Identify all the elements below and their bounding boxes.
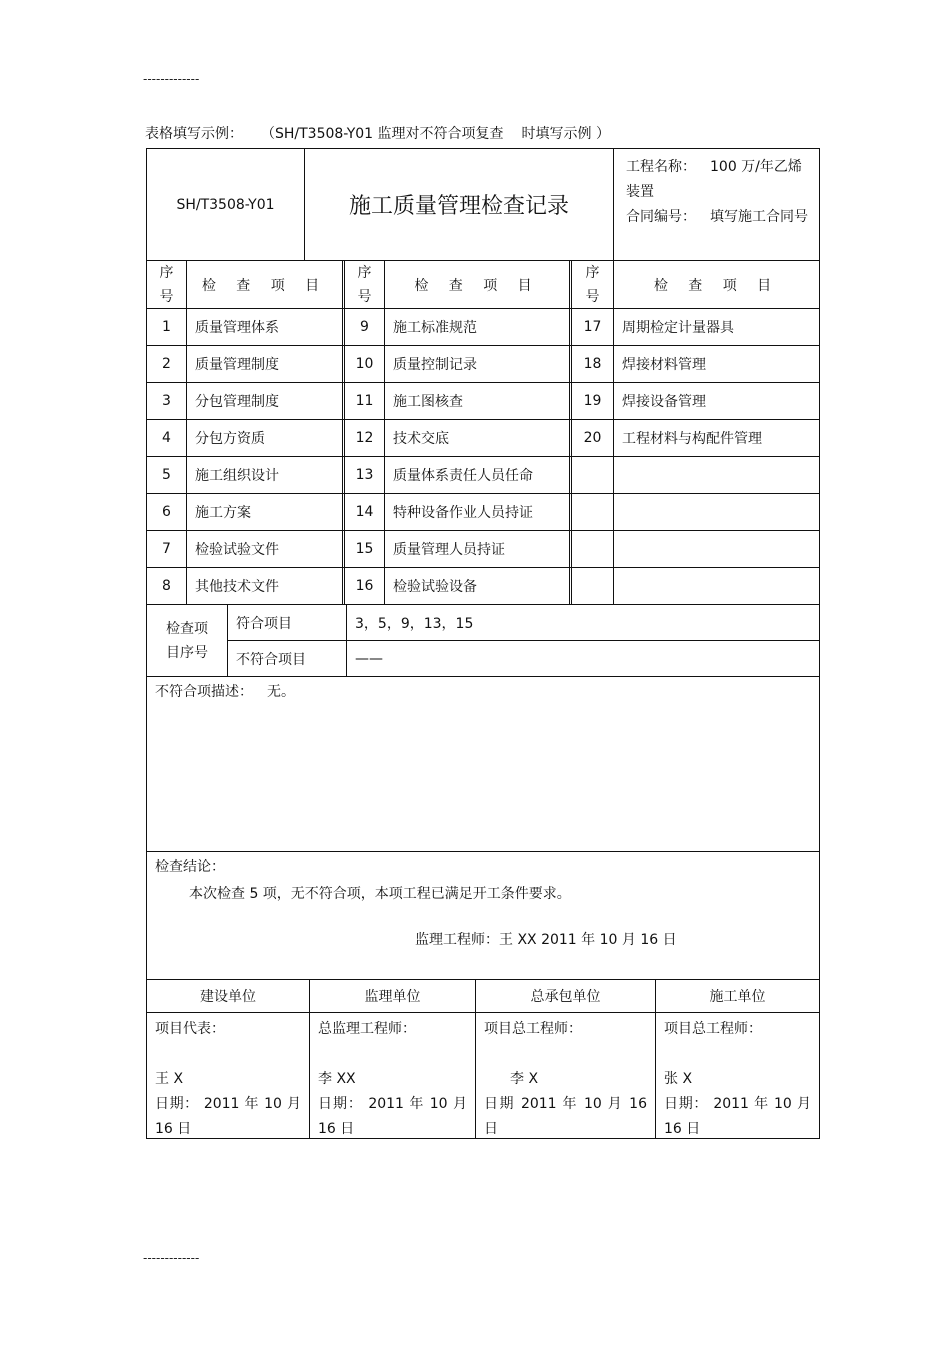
item-name: 质量控制记录 xyxy=(385,346,572,382)
project-info xyxy=(613,149,819,260)
signer-name: 李 X xyxy=(510,1071,539,1087)
general-contractor-header: 总承包单位 xyxy=(476,980,656,1012)
project-name-label: 工程名称： xyxy=(626,159,696,175)
table-row xyxy=(147,568,819,605)
table-row xyxy=(147,309,819,346)
item-number: 18 xyxy=(572,346,614,382)
signer-name: 王 X xyxy=(155,1071,184,1087)
item-number: 1 xyxy=(147,309,187,345)
page-separator-bottom: ------------- xyxy=(143,1251,200,1265)
item-name: 施工方案 xyxy=(187,494,345,530)
inspection-conclusion xyxy=(147,852,819,980)
description-label: 不符合项描述： xyxy=(155,684,253,700)
item-name: 工程材料与构配件管理 xyxy=(622,431,762,447)
form-code: SH/T3508-Y01 xyxy=(147,149,305,260)
form-header xyxy=(147,149,819,261)
nonconform-row xyxy=(227,641,819,677)
signer-role: 总监理工程师： xyxy=(318,1021,416,1037)
item-name: 分包管理制度 xyxy=(187,383,345,419)
construction-signature-block xyxy=(656,1013,819,1138)
item-name: 施工组织设计 xyxy=(187,457,345,493)
item-header: 检 查 项 目 xyxy=(385,261,572,308)
conform-label: 符合项目 xyxy=(227,605,347,640)
item-number: 3 xyxy=(147,383,187,419)
items-header-row xyxy=(147,261,819,309)
contract-no-label: 合同编号： xyxy=(626,209,696,225)
item-number: 19 xyxy=(572,383,614,419)
item-name: 周期检定计量器具 xyxy=(622,320,734,336)
item-name: 焊接材料管理 xyxy=(622,357,706,373)
contract-no-value: 填写施工合同号 xyxy=(710,209,808,225)
item-number: 2 xyxy=(147,346,187,382)
contractor-signature-block xyxy=(476,1013,656,1138)
table-row xyxy=(147,531,819,568)
table-row xyxy=(147,346,819,383)
signer-name: 李 XX xyxy=(318,1071,356,1087)
item-name xyxy=(614,494,819,530)
item-header: 检 查 项 目 xyxy=(187,261,345,308)
item-number xyxy=(572,457,614,493)
check-number-label: 检查项 目序号 xyxy=(166,620,208,661)
item-name: 检验试验设备 xyxy=(385,568,572,604)
item-number: 6 xyxy=(147,494,187,530)
item-number: 17 xyxy=(572,309,614,345)
item-name xyxy=(614,531,819,567)
seq-header: 序 号 xyxy=(572,261,614,308)
item-name: 质量管理体系 xyxy=(187,309,345,345)
item-number: 10 xyxy=(345,346,385,382)
item-number: 5 xyxy=(147,457,187,493)
sign-date: 日期： 2011 年 10 月 16 日 xyxy=(318,1096,467,1137)
item-number: 14 xyxy=(345,494,385,530)
form-caption xyxy=(145,123,610,143)
item-name: 检验试验文件 xyxy=(187,531,345,567)
item-number: 11 xyxy=(345,383,385,419)
item-name: 焊接设备管理 xyxy=(622,394,706,410)
item-name: 分包方资质 xyxy=(187,420,345,456)
table-row xyxy=(147,383,819,420)
form-title: 施工质量管理检查记录 xyxy=(348,194,569,219)
signer-role: 项目总工程师： xyxy=(484,1021,582,1037)
item-number: 4 xyxy=(147,420,187,456)
signer-role: 项目总工程师： xyxy=(664,1021,762,1037)
project-name-value: 100 万/年乙烯装置 xyxy=(626,159,802,200)
conform-row xyxy=(227,605,819,641)
caption-prefix: 表格填写示例： xyxy=(145,126,243,142)
item-name: 施工标准规范 xyxy=(385,309,572,345)
seq-header: 序 号 xyxy=(345,261,385,308)
table-row xyxy=(147,494,819,531)
check-number-section xyxy=(147,605,819,677)
item-name xyxy=(614,457,819,493)
description-value: 无。 xyxy=(267,684,295,700)
item-number xyxy=(572,531,614,567)
signature-body-row xyxy=(147,1013,819,1138)
item-name: 质量体系责任人员任命 xyxy=(385,457,572,493)
nonconform-value: —— xyxy=(355,651,383,667)
item-name: 质量管理制度 xyxy=(187,346,345,382)
item-number: 9 xyxy=(345,309,385,345)
page-separator-top: ------------- xyxy=(143,72,200,86)
item-number: 7 xyxy=(147,531,187,567)
nonconform-label: 不符合项目 xyxy=(227,641,347,677)
item-number xyxy=(572,568,614,604)
signer-role: 项目代表： xyxy=(155,1021,225,1037)
supervisor-signature: 监理工程师：王 XX 2011 年 10 月 16 日 xyxy=(415,932,677,948)
item-number: 20 xyxy=(572,420,614,456)
item-number: 13 xyxy=(345,457,385,493)
sign-date: 日期： 2011 年 10 月 16 日 xyxy=(664,1096,811,1137)
conclusion-text: 本次检查 5 项，无不符合项，本项工程已满足开工条件要求。 xyxy=(189,886,571,902)
conclusion-label: 检查结论： xyxy=(155,859,225,875)
item-header: 检 查 项 目 xyxy=(653,277,780,294)
item-name: 施工图核查 xyxy=(385,383,572,419)
item-name xyxy=(614,568,819,604)
item-name: 其他技术文件 xyxy=(187,568,345,604)
owner-unit-header: 建设单位 xyxy=(147,980,310,1012)
seq-header: 序 号 xyxy=(147,261,187,308)
nonconformity-description xyxy=(147,677,819,852)
signer-name: 张 X xyxy=(664,1071,693,1087)
sign-date: 日期 2011 年 10 月 16 日 xyxy=(484,1096,647,1137)
quality-inspection-form xyxy=(146,148,820,1139)
item-name: 技术交底 xyxy=(385,420,572,456)
construction-unit-header: 施工单位 xyxy=(709,989,766,1005)
item-name: 特种设备作业人员持证 xyxy=(385,494,572,530)
table-row xyxy=(147,457,819,494)
signature-header-row xyxy=(147,980,819,1013)
sign-date: 日期： 2011 年 10 月 16 日 xyxy=(155,1096,301,1137)
supervision-signature-block xyxy=(310,1013,476,1138)
supervision-unit-header: 监理单位 xyxy=(310,980,476,1012)
item-number: 12 xyxy=(345,420,385,456)
caption-body: （SH/T3508-Y01 监理对不符合项复查 xyxy=(261,126,504,142)
item-number xyxy=(572,494,614,530)
item-number: 16 xyxy=(345,568,385,604)
item-name: 质量管理人员持证 xyxy=(385,531,572,567)
table-row xyxy=(147,420,819,457)
item-number: 15 xyxy=(345,531,385,567)
conform-value: 3，5，9，13，15 xyxy=(355,615,474,632)
caption-suffix: 时填写示例 ） xyxy=(521,126,610,142)
owner-signature-block xyxy=(147,1013,310,1138)
item-number: 8 xyxy=(147,568,187,604)
